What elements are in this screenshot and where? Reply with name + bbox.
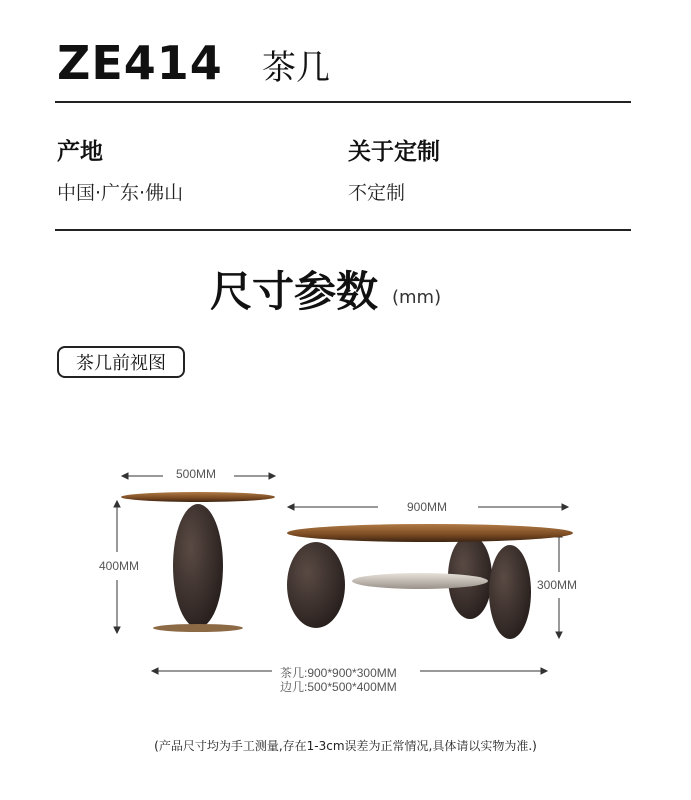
spec-line-side: 边几:500*500*400MM	[280, 680, 397, 694]
custom-value: 不定制	[348, 182, 406, 204]
origin-value: 中国·广东·佛山	[57, 182, 184, 204]
divider-bottom	[55, 229, 631, 231]
size-unit: (mm)	[392, 287, 442, 308]
measurement-note: (产品尺寸均为手工测量,存在1-3cm误差为正常情况,具体请以实物为准.)	[154, 739, 537, 753]
side-table	[121, 492, 275, 632]
divider-top	[55, 101, 631, 103]
spec-line-coffee: 茶几:900*900*300MM	[280, 666, 397, 680]
coffee-height-label: 300MM	[537, 578, 578, 592]
front-view-tag-label: 茶几前视图	[76, 353, 166, 374]
side-height-label: 400MM	[99, 559, 140, 573]
front-view-tag	[57, 346, 185, 378]
coffee-table	[287, 524, 573, 639]
coffee-width-label: 900MM	[407, 500, 448, 514]
origin-label: 产地	[57, 139, 103, 165]
custom-label: 关于定制	[348, 139, 440, 165]
side-width-label: 500MM	[176, 467, 217, 481]
product-type: 茶几	[262, 48, 330, 88]
model-number: ZE414	[57, 36, 223, 90]
size-section-title: 尺寸参数	[210, 267, 379, 316]
